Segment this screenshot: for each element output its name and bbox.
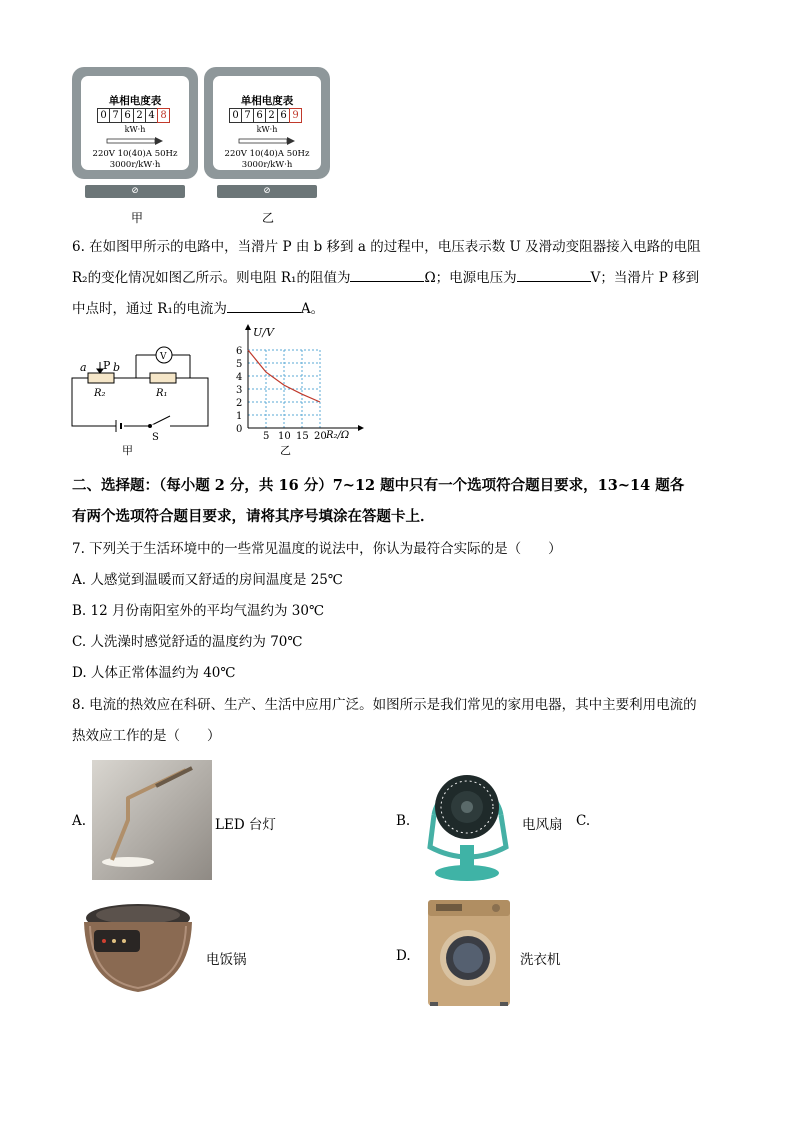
q8-option-a-letter[interactable]: A. bbox=[72, 813, 87, 829]
meter-digit: 4 bbox=[145, 108, 158, 123]
r2-label: R₂ bbox=[94, 388, 106, 399]
switch-label: S bbox=[152, 432, 159, 443]
q6-text: V；当滑片 P 移到 bbox=[590, 270, 700, 286]
meter-unit: kW·h bbox=[124, 125, 146, 134]
q6-line2 bbox=[72, 266, 699, 286]
u-r2-graph bbox=[228, 322, 368, 460]
meter-digit: 7 bbox=[109, 108, 122, 123]
meter-digits bbox=[97, 108, 169, 123]
slider-p-label: P bbox=[103, 359, 111, 372]
washing-machine-image bbox=[426, 898, 512, 1010]
meter-digits bbox=[229, 108, 301, 123]
y-axis-label: U/V bbox=[253, 326, 274, 339]
voltmeter-label: V bbox=[160, 352, 167, 362]
meter-digit: 7 bbox=[241, 108, 254, 123]
meter-disc-arrow-icon bbox=[237, 136, 297, 146]
q7-option-a[interactable]: A. 人感觉到温暖而又舒适的房间温度是 25℃ bbox=[72, 572, 343, 588]
q7-option-d[interactable]: D. 人体正常体温约为 40℃ bbox=[72, 665, 236, 681]
meter-terminal: ⊘ bbox=[85, 185, 185, 198]
y-tick-label: 4 bbox=[236, 372, 243, 383]
y-tick-label: 5 bbox=[236, 359, 243, 370]
q7-option-b[interactable]: B. 12 月份南阳室外的平均气温约为 30℃ bbox=[72, 603, 325, 619]
y-tick-label: 1 bbox=[236, 411, 243, 422]
section-heading-line1: 二、选择题：（每小题 2 分，共 16 分）7~12 题中只有一个选项符合题目要求，13~14 题各 bbox=[72, 477, 685, 494]
meter-jia bbox=[72, 67, 198, 196]
section-heading-line2: 有两个选项符合题目要求，请将其序号填涂在答题卡上． bbox=[72, 508, 435, 525]
q7-stem: 7. 下列关于生活环境中的一些常见温度的说法中，你认为最符合实际的是（ ） bbox=[72, 541, 562, 557]
q8-line2: 热效应工作的是（ ） bbox=[72, 728, 221, 744]
slider-end-b: b bbox=[113, 361, 121, 374]
meter-constant: 3000r/kW·h bbox=[109, 160, 161, 170]
answer-blank-current[interactable] bbox=[227, 300, 301, 313]
q8-option-c-label: 电饭锅 bbox=[206, 952, 247, 968]
x-axis-arrow-icon bbox=[358, 425, 364, 431]
meter-constant: 3000r/kW·h bbox=[241, 160, 293, 170]
x-tick-label: 20 bbox=[314, 431, 327, 442]
q8-option-d-letter[interactable]: D. bbox=[396, 948, 411, 964]
q8-option-b-letter[interactable]: B. bbox=[396, 813, 411, 829]
meter-title: 单相电度表 bbox=[108, 95, 162, 107]
q7-option-c[interactable]: C. 人洗澡时感觉舒适的温度约为 70℃ bbox=[72, 634, 303, 650]
resistor-r2 bbox=[88, 373, 114, 383]
q6-text: A。 bbox=[300, 301, 325, 317]
electric-fan-image bbox=[420, 755, 515, 883]
meter-digit: 6 bbox=[121, 108, 134, 123]
meter-digit: 2 bbox=[133, 108, 146, 123]
meter-spec: 220V 10(40)A 50Hz bbox=[92, 149, 178, 159]
q8-option-a-label: LED 台灯 bbox=[215, 817, 276, 833]
meter-face bbox=[81, 76, 189, 170]
y-tick-label: 3 bbox=[236, 385, 243, 396]
q8-option-c-letter[interactable]: C. bbox=[576, 813, 591, 829]
meter-yi bbox=[204, 67, 330, 196]
meter-digit-decimal: 9 bbox=[289, 108, 302, 123]
slider-end-a: a bbox=[80, 361, 87, 374]
x-tick-label: 5 bbox=[263, 431, 270, 442]
led-desk-lamp-image bbox=[92, 760, 212, 880]
meter-title: 单相电度表 bbox=[240, 95, 294, 107]
meter-face bbox=[213, 76, 321, 170]
meter-digit: 6 bbox=[253, 108, 266, 123]
meter-unit: kW·h bbox=[256, 125, 278, 134]
meter-digit-decimal: 8 bbox=[157, 108, 170, 123]
meter-spec: 220V 10(40)A 50Hz bbox=[224, 149, 310, 159]
q8-option-d-label: 洗衣机 bbox=[520, 952, 561, 968]
meter-digit: 0 bbox=[97, 108, 110, 123]
q8-line1: 8. 电流的热效应在科研、生产、生活中应用广泛。如图所示是我们常见的家用电器，其中主要利用电流的 bbox=[72, 697, 697, 713]
q6-line3 bbox=[72, 297, 324, 317]
answer-blank-r1[interactable] bbox=[350, 269, 424, 282]
meter-disc-arrow-icon bbox=[105, 136, 165, 146]
x-tick-label: 15 bbox=[296, 431, 309, 442]
y-axis-arrow-icon bbox=[245, 324, 251, 330]
meter-digit: 0 bbox=[229, 108, 242, 123]
q8-option-b-label: 电风扇 bbox=[522, 817, 563, 833]
graph-caption: 乙 bbox=[280, 444, 291, 457]
q6-text: 中点时，通过 R₁的电流为 bbox=[72, 301, 227, 317]
meter-digit: 6 bbox=[277, 108, 290, 123]
circuit-caption: 甲 bbox=[122, 444, 133, 457]
rice-cooker-image bbox=[76, 900, 200, 1000]
circuit-wire bbox=[72, 378, 208, 426]
meter-terminal: ⊘ bbox=[217, 185, 317, 198]
meter-caption: 甲 bbox=[131, 211, 144, 225]
x-axis-label: R₂/Ω bbox=[326, 430, 350, 441]
y-tick-label: 6 bbox=[236, 346, 243, 357]
circuit-diagram bbox=[66, 340, 216, 460]
r1-label: R₁ bbox=[156, 388, 168, 399]
q6-line1: 6. 在如图甲所示的电路中，当滑片 P 由 b 移到 a 的过程中，电压表示数 U 及滑动变阻器接入电路的电阻 bbox=[72, 239, 701, 255]
meter-digit: 2 bbox=[265, 108, 278, 123]
answer-blank-voltage[interactable] bbox=[517, 269, 591, 282]
q6-text: R₂的变化情况如图乙所示。则电阻 R₁的阻值为 bbox=[72, 270, 351, 286]
y-tick-label: 2 bbox=[236, 398, 243, 409]
origin-label: 0 bbox=[236, 424, 243, 435]
x-tick-label: 10 bbox=[278, 431, 291, 442]
resistor-r1 bbox=[150, 373, 176, 383]
q6-text: Ω；电源电压为 bbox=[424, 270, 517, 286]
meter-caption: 乙 bbox=[262, 211, 275, 225]
